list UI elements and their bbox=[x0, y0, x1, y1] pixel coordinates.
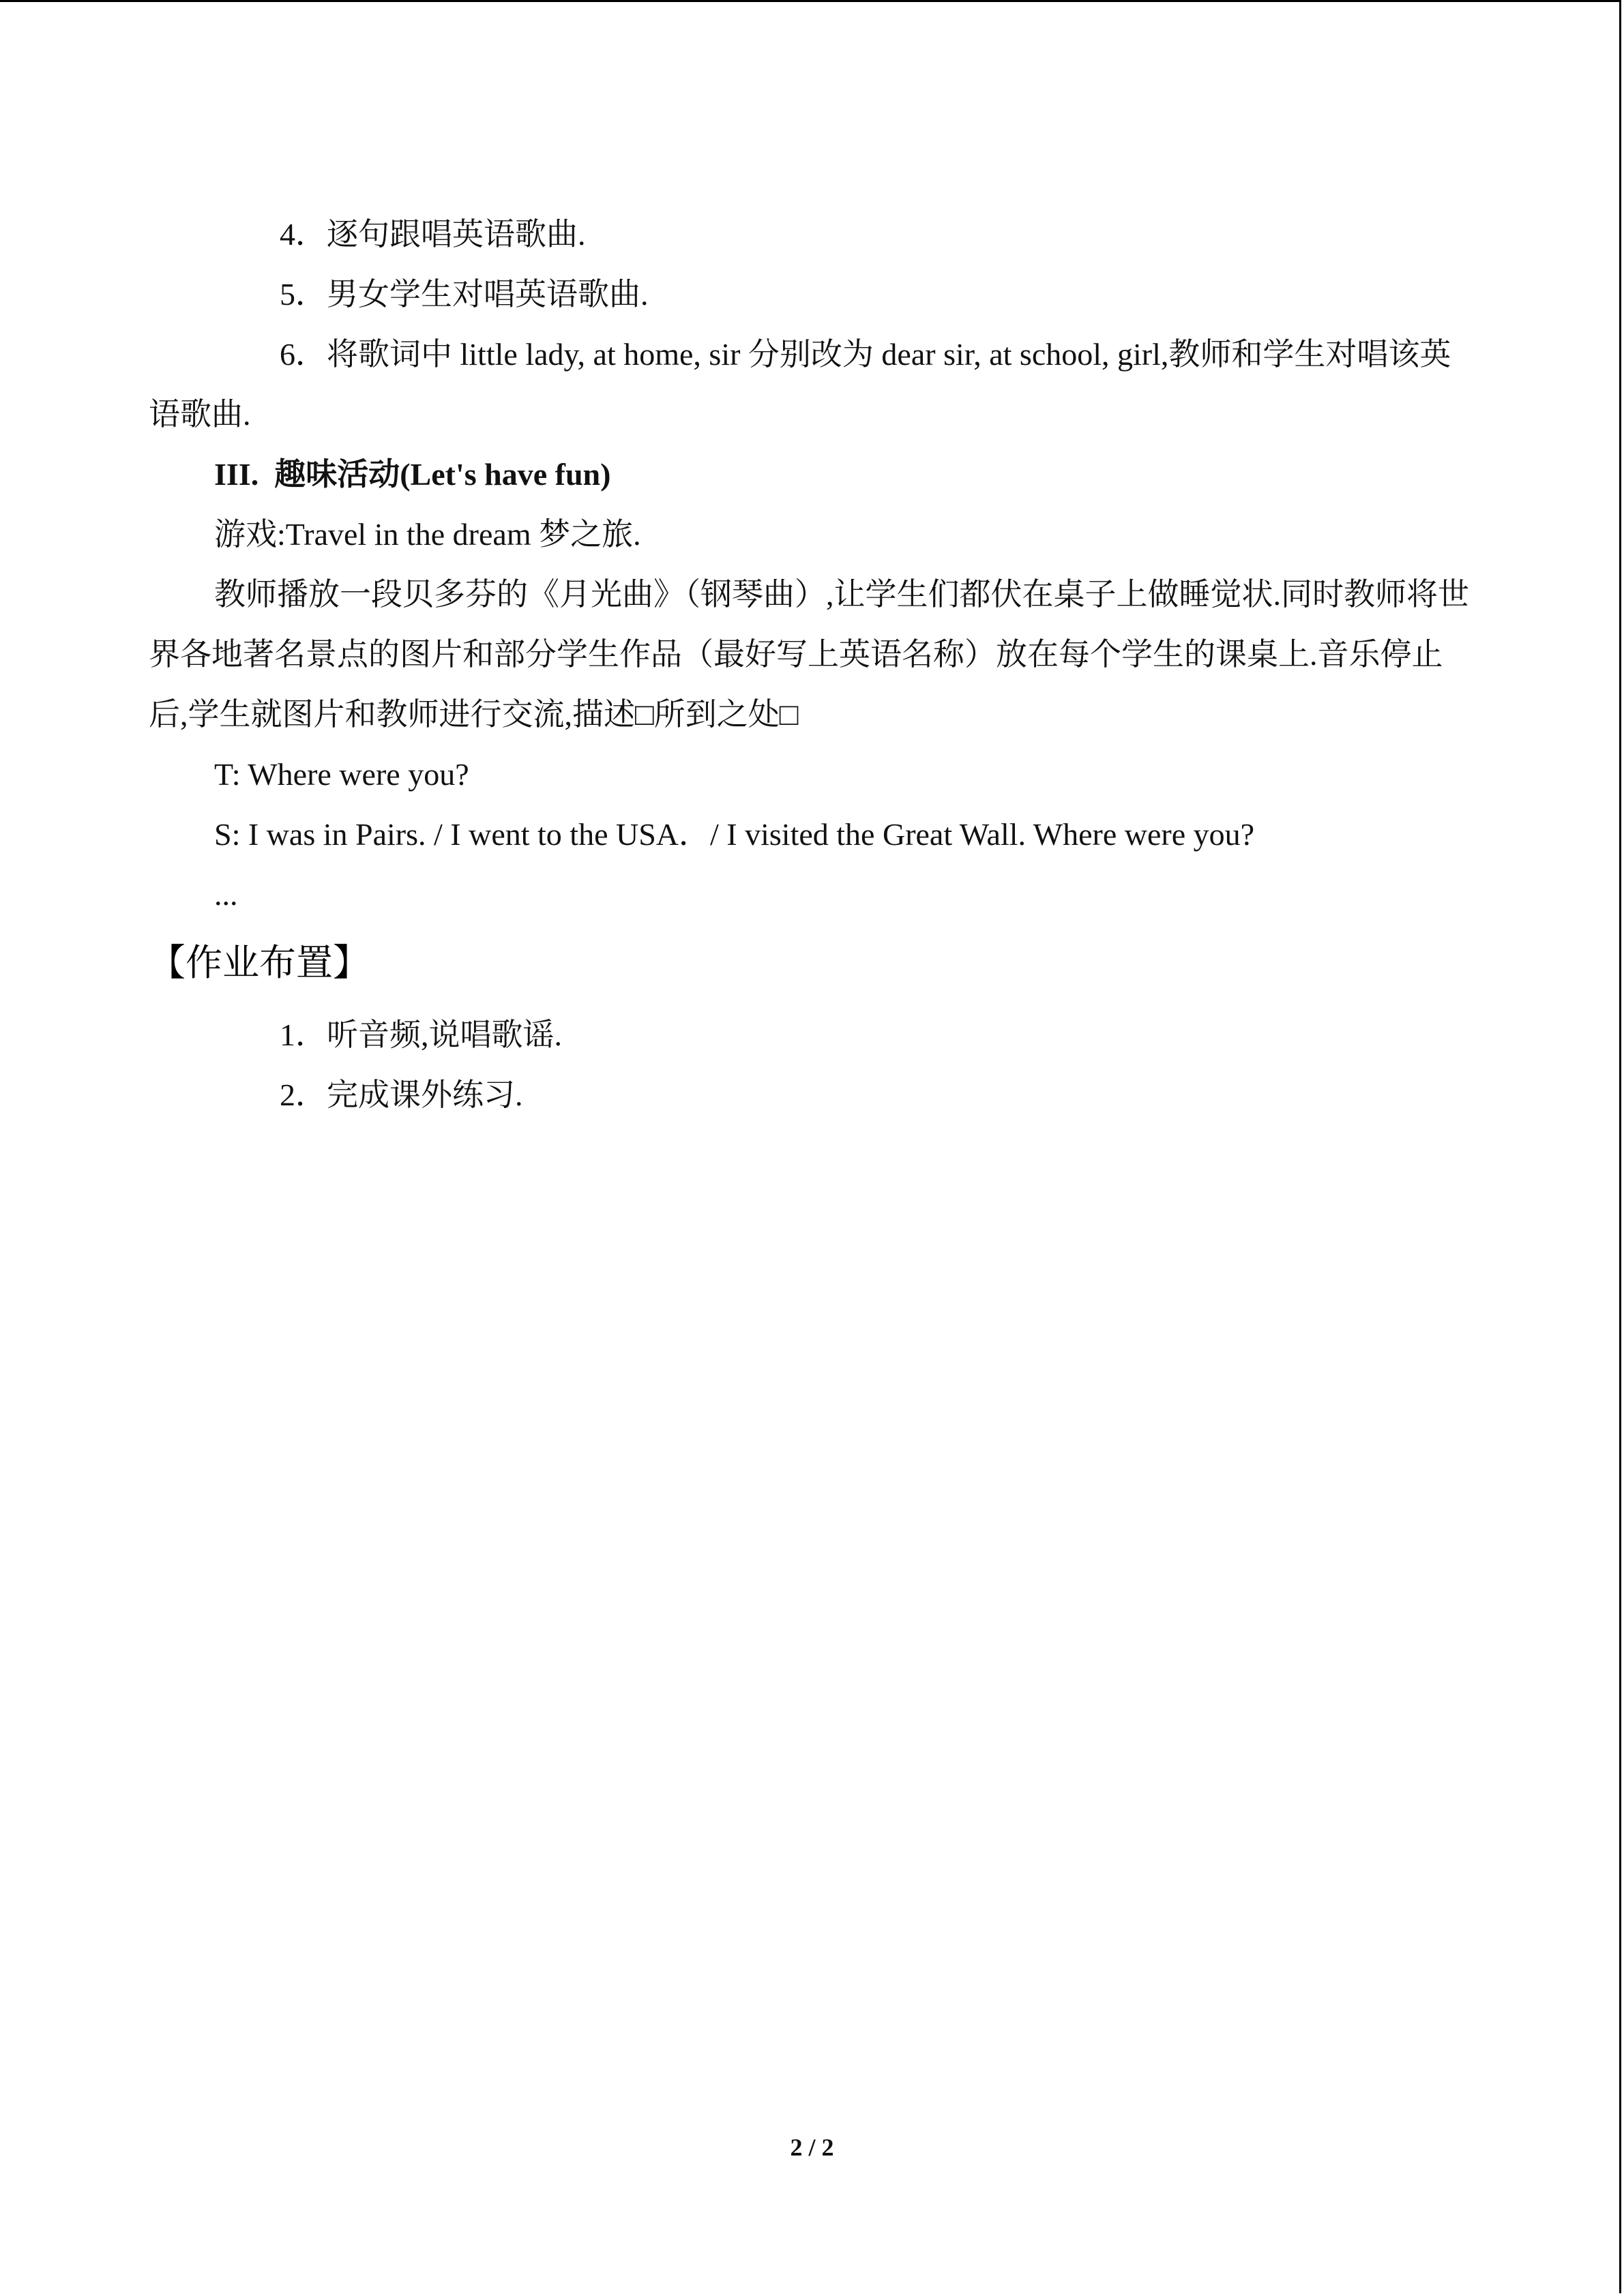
step-item bbox=[149, 265, 1479, 325]
step-number: 5． bbox=[280, 277, 327, 312]
homework-item bbox=[149, 1065, 1479, 1125]
homework-number: 1． bbox=[280, 1017, 327, 1052]
step-text: 将歌词中 little lady, at home, sir 分别改为 dear sir, at school, girl,教师和学生对唱该英语歌曲. bbox=[149, 337, 1451, 432]
step-item bbox=[149, 325, 1479, 445]
page-indicator: 2 / 2 bbox=[790, 2134, 834, 2161]
dialog-line: T: Where were you? bbox=[214, 757, 469, 792]
step-number: 6． bbox=[280, 337, 327, 372]
step-item bbox=[149, 205, 1479, 265]
step-text: 逐句跟唱英语歌曲. bbox=[327, 217, 586, 252]
activity-description: 教师播放一段贝多芬的《月光曲》（钢琴曲）,让学生们都伏在桌子上做睡觉状.同时教师将世界各地著名景点的图片和部分学生作品（最好写上英语名称）放在每个学生的课桌上.音乐停止后,学生就图片和教师进行交流,描述□所到之处□ bbox=[149, 577, 1469, 732]
homework-text: 完成课外练习. bbox=[327, 1077, 523, 1112]
section-number: III. bbox=[214, 457, 259, 492]
step-text: 男女学生对唱英语歌曲. bbox=[327, 277, 649, 312]
homework-heading: 【作业布置】 bbox=[149, 941, 370, 984]
dialog-line: ... bbox=[214, 877, 238, 912]
section-heading bbox=[149, 445, 1479, 505]
game-line: 游戏:Travel in the dream 梦之旅. bbox=[214, 517, 641, 552]
homework-item bbox=[149, 1005, 1479, 1065]
section-title: 趣味活动(Let's have fun) bbox=[274, 457, 611, 492]
homework-number: 2． bbox=[280, 1077, 327, 1112]
dialog-line: S: I was in Pairs. / I went to the USA．/ I visited the Great Wall. Where were you? bbox=[214, 817, 1255, 852]
homework-text: 听音频,说唱歌谣. bbox=[327, 1017, 562, 1052]
step-number: 4． bbox=[280, 217, 327, 252]
document-body bbox=[149, 205, 1479, 1125]
